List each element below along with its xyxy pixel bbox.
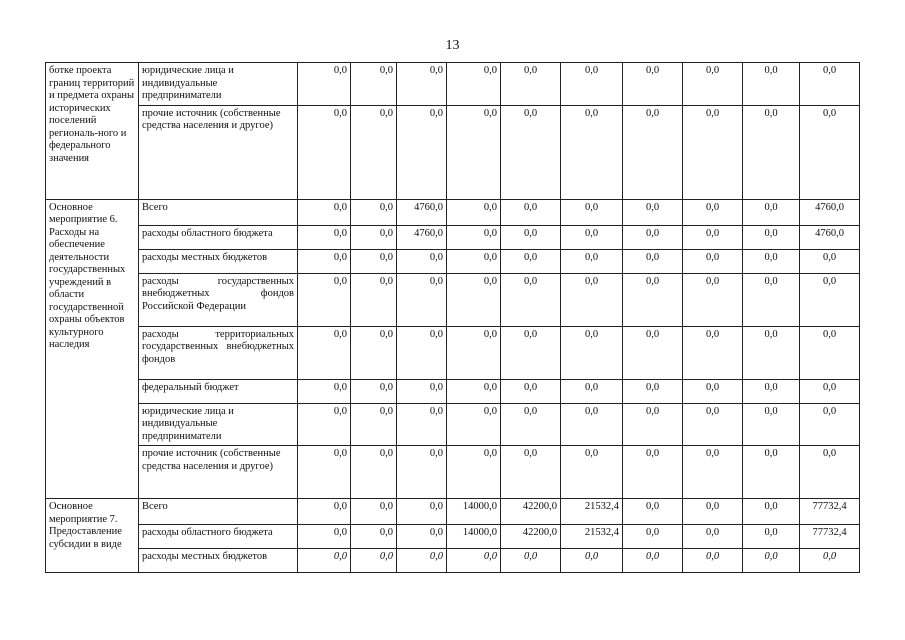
value-cell: 0,0: [397, 379, 447, 403]
value-cell: 0,0: [501, 199, 561, 225]
value-cell: 0,0: [561, 326, 623, 379]
value-cell: 0,0: [351, 379, 397, 403]
budget-table: [45, 62, 860, 573]
value-cell: 0,0: [683, 403, 743, 446]
value-cell: 0,0: [397, 273, 447, 326]
value-cell: 0,0: [561, 379, 623, 403]
value-cell: 21532,4: [561, 499, 623, 525]
value-cell: 0,0: [683, 499, 743, 525]
value-cell: 0,0: [623, 549, 683, 573]
value-cell: 0,0: [623, 249, 683, 273]
value-cell: 0,0: [298, 499, 351, 525]
value-cell: 0,0: [351, 549, 397, 573]
value-cell: 0,0: [501, 225, 561, 249]
value-cell: 0,0: [800, 326, 860, 379]
value-cell: 0,0: [743, 525, 800, 549]
value-cell: 0,0: [397, 326, 447, 379]
event-cell: Основное мероприятие 7. Предоставление субсидии в виде: [46, 499, 139, 573]
value-cell: 0,0: [623, 379, 683, 403]
value-cell: 0,0: [397, 525, 447, 549]
value-cell: 0,0: [561, 63, 623, 106]
value-cell: 0,0: [397, 499, 447, 525]
value-cell: 0,0: [351, 105, 397, 199]
value-cell: 0,0: [298, 525, 351, 549]
value-cell: 0,0: [351, 326, 397, 379]
value-cell: 0,0: [800, 549, 860, 573]
source-label: расходы государственных внебюджетных фондов Российской Федерации: [139, 273, 298, 326]
value-cell: 0,0: [298, 63, 351, 106]
value-cell: 0,0: [743, 225, 800, 249]
value-cell: 0,0: [743, 199, 800, 225]
value-cell: 0,0: [743, 446, 800, 499]
source-label: расходы местных бюджетов: [139, 249, 298, 273]
page-number: 13: [445, 38, 460, 53]
value-cell: 0,0: [683, 63, 743, 106]
source-label: прочие источник (собственные средства населения и другое): [139, 105, 298, 199]
value-cell: 0,0: [623, 199, 683, 225]
value-cell: 0,0: [623, 499, 683, 525]
value-cell: 0,0: [397, 446, 447, 499]
value-cell: 42200,0: [501, 525, 561, 549]
value-cell: 0,0: [501, 63, 561, 106]
value-cell: 0,0: [351, 446, 397, 499]
value-cell: 0,0: [683, 446, 743, 499]
value-cell: 0,0: [351, 63, 397, 106]
value-cell: 0,0: [800, 63, 860, 106]
value-cell: 0,0: [298, 199, 351, 225]
value-cell: 0,0: [800, 446, 860, 499]
value-cell: 0,0: [743, 249, 800, 273]
value-cell: 0,0: [298, 273, 351, 326]
value-cell: 0,0: [800, 379, 860, 403]
source-label: юридические лица и индивидуальные предприниматели: [139, 63, 298, 106]
value-cell: 0,0: [683, 549, 743, 573]
value-cell: 0,0: [298, 105, 351, 199]
source-label: юридические лица и индивидуальные предприниматели: [139, 403, 298, 446]
value-cell: 0,0: [447, 273, 501, 326]
value-cell: 0,0: [447, 403, 501, 446]
value-cell: 0,0: [298, 549, 351, 573]
value-cell: 0,0: [447, 326, 501, 379]
value-cell: 0,0: [351, 249, 397, 273]
value-cell: 77732,4: [800, 525, 860, 549]
value-cell: 0,0: [623, 273, 683, 326]
value-cell: 0,0: [501, 326, 561, 379]
value-cell: 0,0: [397, 249, 447, 273]
value-cell: 0,0: [298, 225, 351, 249]
value-cell: 0,0: [743, 273, 800, 326]
value-cell: 0,0: [743, 403, 800, 446]
value-cell: 0,0: [447, 446, 501, 499]
value-cell: 0,0: [623, 525, 683, 549]
value-cell: 0,0: [501, 273, 561, 326]
value-cell: 14000,0: [447, 499, 501, 525]
value-cell: 0,0: [397, 63, 447, 106]
value-cell: 0,0: [397, 549, 447, 573]
value-cell: 0,0: [447, 63, 501, 106]
value-cell: 0,0: [561, 549, 623, 573]
value-cell: 0,0: [683, 199, 743, 225]
source-label: расходы местных бюджетов: [139, 549, 298, 573]
value-cell: 0,0: [800, 403, 860, 446]
value-cell: 0,0: [447, 105, 501, 199]
value-cell: 0,0: [501, 105, 561, 199]
value-cell: 0,0: [501, 403, 561, 446]
value-cell: 4760,0: [800, 225, 860, 249]
value-cell: 0,0: [623, 105, 683, 199]
value-cell: 0,0: [683, 525, 743, 549]
value-cell: 0,0: [743, 63, 800, 106]
value-cell: 0,0: [683, 249, 743, 273]
source-label: федеральный бюджет: [139, 379, 298, 403]
value-cell: 0,0: [623, 326, 683, 379]
value-cell: 0,0: [743, 326, 800, 379]
value-cell: 0,0: [800, 105, 860, 199]
value-cell: 0,0: [298, 326, 351, 379]
value-cell: 0,0: [561, 225, 623, 249]
value-cell: 0,0: [397, 105, 447, 199]
source-label: расходы областного бюджета: [139, 225, 298, 249]
value-cell: 0,0: [623, 225, 683, 249]
value-cell: 0,0: [298, 249, 351, 273]
value-cell: 0,0: [743, 499, 800, 525]
source-label: прочие источник (собственные средства населения и другое): [139, 446, 298, 499]
source-label: Всего: [139, 199, 298, 225]
value-cell: 0,0: [683, 105, 743, 199]
event-cell: ботке проекта границ территорий и предмета охраны исторических поселений региональ-ного и федерального значения: [46, 63, 139, 200]
value-cell: 0,0: [743, 549, 800, 573]
value-cell: 0,0: [683, 225, 743, 249]
value-cell: 0,0: [447, 199, 501, 225]
value-cell: 77732,4: [800, 499, 860, 525]
value-cell: 0,0: [561, 199, 623, 225]
value-cell: 0,0: [501, 379, 561, 403]
value-cell: 0,0: [743, 105, 800, 199]
value-cell: 0,0: [501, 249, 561, 273]
value-cell: 0,0: [397, 403, 447, 446]
value-cell: 0,0: [561, 105, 623, 199]
value-cell: 0,0: [298, 379, 351, 403]
value-cell: 0,0: [447, 549, 501, 573]
value-cell: 0,0: [623, 446, 683, 499]
value-cell: 0,0: [683, 379, 743, 403]
value-cell: 0,0: [298, 446, 351, 499]
value-cell: 0,0: [298, 403, 351, 446]
value-cell: 0,0: [351, 525, 397, 549]
source-label: расходы областного бюджета: [139, 525, 298, 549]
value-cell: 0,0: [623, 63, 683, 106]
value-cell: 42200,0: [501, 499, 561, 525]
value-cell: 0,0: [683, 273, 743, 326]
value-cell: 0,0: [447, 225, 501, 249]
value-cell: 0,0: [351, 499, 397, 525]
value-cell: 0,0: [561, 273, 623, 326]
value-cell: 0,0: [743, 379, 800, 403]
value-cell: 0,0: [351, 273, 397, 326]
value-cell: 0,0: [561, 446, 623, 499]
value-cell: 21532,4: [561, 525, 623, 549]
value-cell: 4760,0: [397, 225, 447, 249]
value-cell: 0,0: [447, 379, 501, 403]
value-cell: 0,0: [351, 199, 397, 225]
value-cell: 0,0: [623, 403, 683, 446]
source-label: расходы территориальных государственных внебюджетных фондов: [139, 326, 298, 379]
value-cell: 4760,0: [397, 199, 447, 225]
value-cell: 0,0: [800, 273, 860, 326]
value-cell: 0,0: [561, 403, 623, 446]
value-cell: 0,0: [800, 249, 860, 273]
value-cell: 0,0: [501, 549, 561, 573]
value-cell: 14000,0: [447, 525, 501, 549]
source-label: Всего: [139, 499, 298, 525]
value-cell: 0,0: [351, 403, 397, 446]
value-cell: 0,0: [351, 225, 397, 249]
value-cell: 0,0: [447, 249, 501, 273]
value-cell: 0,0: [561, 249, 623, 273]
value-cell: 4760,0: [800, 199, 860, 225]
value-cell: 0,0: [501, 446, 561, 499]
event-cell: Основное мероприятие 6. Расходы на обеспечение деятельности государственных учреждений в области государственной охраны объектов культурного наследия: [46, 199, 139, 499]
value-cell: 0,0: [683, 326, 743, 379]
